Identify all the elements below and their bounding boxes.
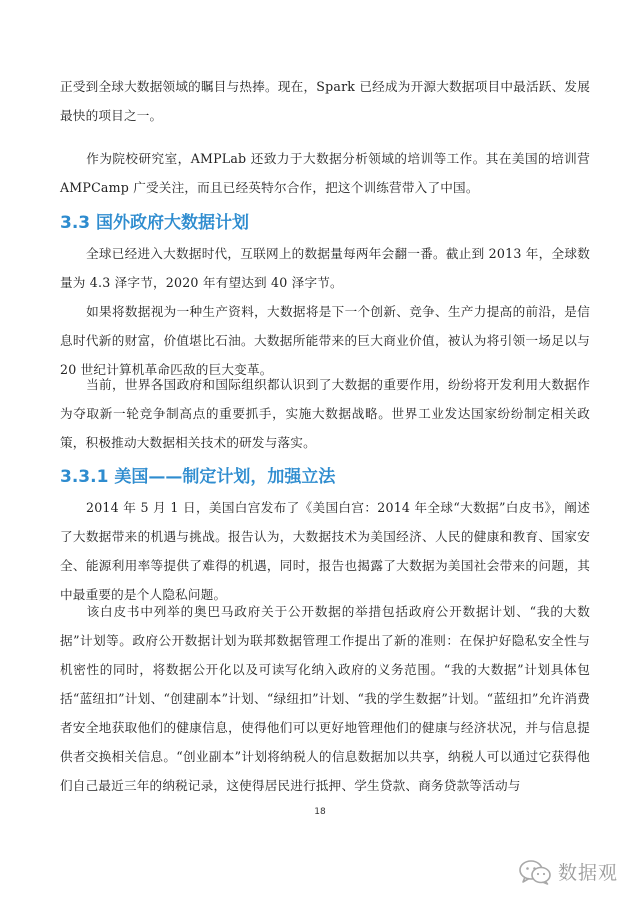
paragraph-text: 2014 年 5 月 1 日，美国白宫发布了《美国白宫：2014 年全球“大数据”白皮书》，阐述了大数据带来的机遇与挑战。报告认为，大数据技术为美国经济、人民的健康和教育、国家安全、能源利用率等提供了难得的机遇，同时，报告也揭露了大数据为美国社会带来的问题，其中最重要的是个人隐私问题。	[60, 500, 590, 602]
wechat-icon	[518, 859, 552, 885]
paragraph-amplab	[60, 144, 590, 202]
paragraph-text: 全球已经进入大数据时代，互联网上的数据量每两年会翻一番。截止到 2013 年，全球数量为 4.3 泽字节，2020 年有望达到 40 泽字节。	[60, 246, 590, 290]
paragraph-text: 当前，世界各国政府和国际组织都认识到了大数据的重要作用，纷纷将开发利用大数据作为夺取新一轮竞争制高点的重要抓手，实施大数据战略。世界工业发达国家纷纷制定相关政策，积极推动大数据相关技术的研发与落实。	[60, 377, 590, 450]
page-number: 18	[314, 807, 326, 817]
paragraph-spark	[60, 72, 590, 130]
paragraph-open-data-initiatives	[60, 597, 590, 800]
paragraph-governments	[60, 370, 590, 457]
section-heading-3-3: 3.3 国外政府大数据计划	[60, 213, 250, 233]
paragraph-whitehouse-report	[60, 493, 590, 609]
paragraph-data-volume	[60, 239, 590, 297]
watermark-text: 数据观	[557, 862, 618, 884]
paragraph-text: 正受到全球大数据领域的瞩目与热捧。现在，Spark 已经成为开源大数据项目中最活跃、发展最快的项目之一。	[60, 79, 590, 123]
paragraph-text: 作为院校研究室，AMPLab 还致力于大数据分析领域的培训等工作。其在美国的培训营 AMPCamp 广受关注，而且已经英特尔合作，把这个训练营带入了中国。	[60, 151, 590, 195]
section-heading-3-3-1: 3.3.1 美国——制定计划，加强立法	[60, 467, 336, 487]
paragraph-text: 如果将数据视为一种生产资料，大数据将是下一个创新、竞争、生产力提高的前沿，是信息时代新的财富，价值堪比石油。大数据所能带来的巨大商业价值，被认为将引领一场足以与 20 世纪计算机革命匹敌的巨大变革。	[60, 304, 590, 377]
paragraph-text: 该白皮书中列举的奥巴马政府关于公开数据的举措包括政府公开数据计划、“我的大数据”计划等。政府公开数据计划为联邦数据管理工作提出了新的准则：在保护好隐私安全性与机密性的同时，将数据公开化以及可读写化纳入政府的义务范围。“我的大数据”计划具体包括“蓝纽扣”计划、“创建副本”计划、“绿纽扣”计划、“我的学生数据”计划。“蓝纽扣”允许消费者安全地获取他们的健康信息，使得他们可以更好地管理他们的健康与经济状况，并与信息提供者交换相关信息。“创业副本”计划将纳税人的信息数据加以共享，纳税人可以通过它获得他们自己最近三年的纳税记录，这使得居民进行抵押、学生贷款、商务贷款等活动与	[60, 604, 590, 793]
watermark	[518, 858, 618, 885]
